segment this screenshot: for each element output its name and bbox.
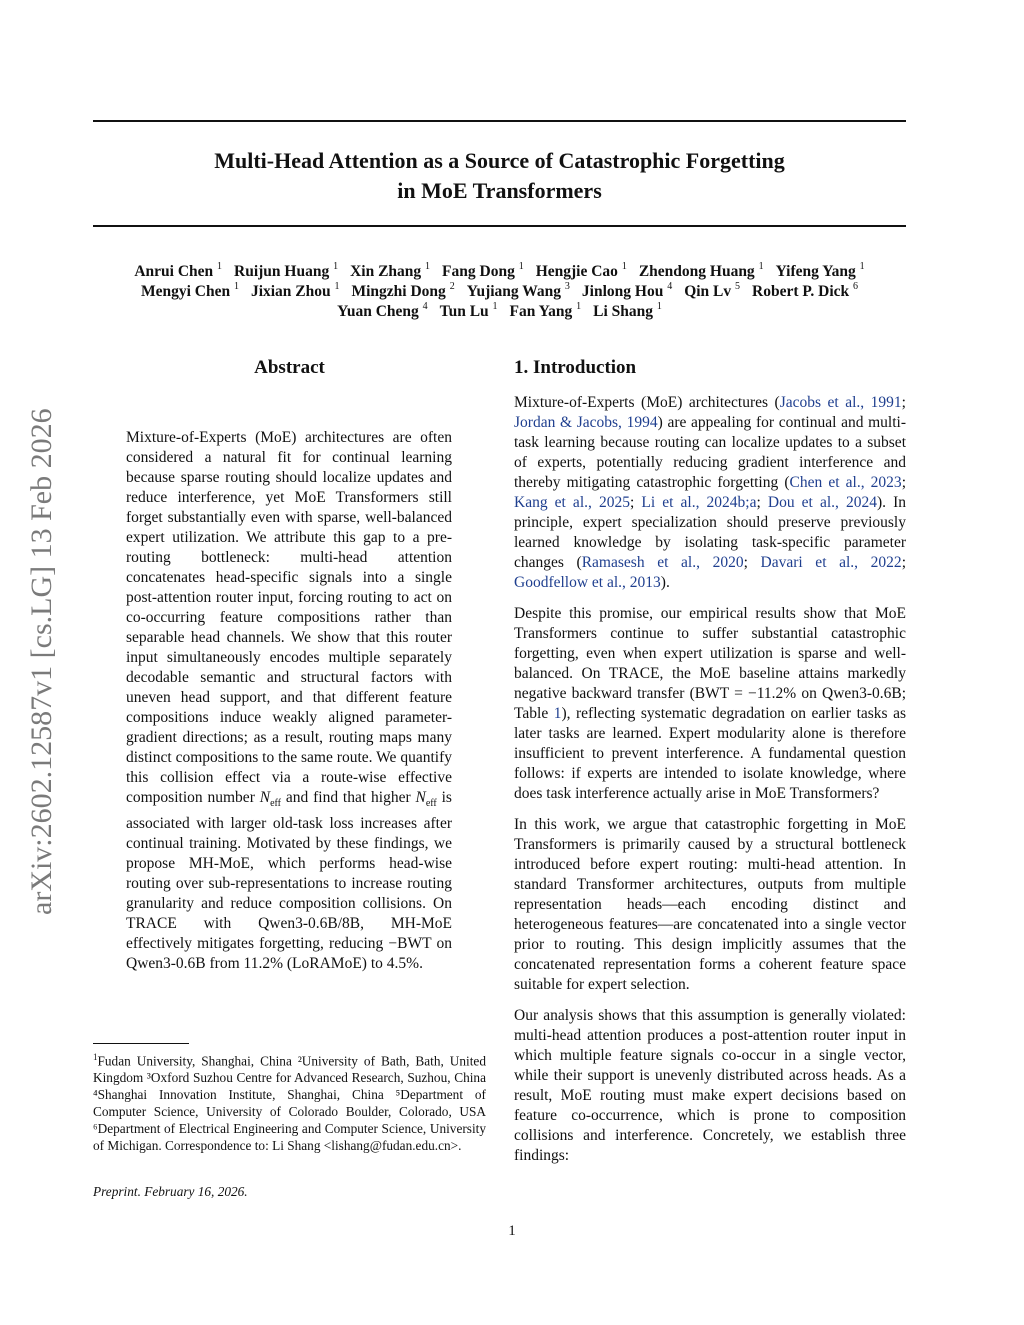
author-affiliation-marker: 1 <box>518 260 524 272</box>
affiliations-footnote: $^1$Fudan University, Shanghai, China ²University of Bath, Bath, United Kingdom ³Oxford Suzhou Centre for Advanced Research, Suzhou, China ⁴Shanghai Innovation Institute, Shanghai, China ⁵Department of Computer Science, University of Colorado Boulder, Colorado, USA ⁶Department of Electrical Engineering and Computer Science, University of Michigan. Correspondence to: Li Shang <lishang@fudan.edu.cn>. <box>93 1052 486 1154</box>
author-row-2 <box>93 282 906 302</box>
author-affiliation-marker: 3 <box>564 280 570 292</box>
abstract-value-old: 11.2% <box>243 955 283 973</box>
abstract-text-e: . <box>419 955 423 973</box>
author-name: Fang Dong $^1$ <box>442 260 524 280</box>
author-name: Anrui Chen $^1$ <box>134 260 223 280</box>
introduction-body <box>514 393 906 1177</box>
citation-link[interactable]: Li et al., 2024b;a <box>641 494 757 511</box>
author-affiliation-marker: 6 <box>853 280 859 292</box>
introduction-heading: 1. Introduction <box>514 357 637 378</box>
paper-title-line-1: Multi-Head Attention as a Source of Catastrophic Forgetting <box>214 148 785 173</box>
preprint-note: Preprint. February 16, 2026. <box>93 1184 248 1199</box>
abstract-text-d: (LoRAMoE) to <box>283 955 387 973</box>
author-name: Mingzhi Dong $^2$ <box>351 280 455 300</box>
author-affiliation-marker: 1 <box>859 260 865 272</box>
bwt-value: −11.2% <box>748 685 797 702</box>
author-name: Yujiang Wang $^3$ <box>466 280 570 300</box>
author-affiliation-marker: 1 <box>333 260 339 272</box>
citation-link[interactable]: Chen et al., 2023 <box>789 474 902 491</box>
citation-link[interactable]: Davari et al., 2022 <box>760 554 902 571</box>
author-affiliation-marker: 1 <box>334 280 340 292</box>
author-name: Fan Yang $^1$ <box>509 300 582 320</box>
author-affiliation-marker: 5 <box>735 280 741 292</box>
citation-link[interactable]: Kang et al., 2025 <box>514 494 630 511</box>
author-affiliation-marker: 4 <box>667 280 673 292</box>
page-number: 1 <box>508 1223 516 1239</box>
author-affiliation-marker: 1 <box>576 300 582 312</box>
author-name: Yuan Cheng $^4$ <box>337 300 428 320</box>
author-affiliation-marker: 1 <box>233 280 239 292</box>
title-bottom-rule <box>93 225 906 227</box>
intro-paragraph-4: Our analysis shows that this assumption is generally violated: multi-head attention produces a post-attention router input in which multiple feature signals co-occur in a single vector, while their support is unevenly distributed across heads. As a result, MoE routing must make expert decisions based on feature co-occurrence, which is prone to composition collisions and interference. Concretely, we establish three findings: <box>514 1007 906 1164</box>
paper-title-line-2: in MoE Transformers <box>397 178 602 203</box>
author-affiliation-marker: 1 <box>656 300 662 312</box>
author-affiliation-marker: 4 <box>422 300 428 312</box>
author-affiliation-marker: 2 <box>449 280 455 292</box>
intro-paragraph-1: Mixture-of-Experts (MoE) architectures (Jacobs et al., 1991; Jordan & Jacobs, 1994) are appealing for continual and multi-task learning because routing can localize updates to a subset of experts, potentially reducing gradient interference and thereby mitigating catastrophic forgetting (Chen et al., 2023; Kang et al., 2025; Li et al., 2024b;a; Dou et al., 2024). In principle, expert specialization should preserve previously learned knowledge by isolating task-specific parameter changes (Ramasesh et al., 2020; Davari et al., 2022; Goodfellow et al., 2013). <box>514 394 907 591</box>
author-name: Mengyi Chen $^1$ <box>140 280 239 300</box>
citation-link[interactable]: Ramasesh et al., 2020 <box>581 554 744 571</box>
citation-link[interactable]: Goodfellow et al., 2013 <box>514 574 661 591</box>
abstract-heading: Abstract <box>254 357 325 378</box>
intro-paragraph-2: Despite this promise, our empirical results show that MoE Transformers continue to suffer substantial catastrophic forgetting, even when expert utilization is sparse and well-balanced. On TRACE, the MoE baseline attains markedly negative backward transfer (BWT = −11.2% on Qwen3-0.6B; Table 1), reflecting systematic degradation on earlier tasks as later tasks are learned. Expert modularity alone is therefore insufficient to prevent interference. A fundamental question follows: if experts are intended to isolate knowledge, where does task interference actually arise in MoE Transformers? <box>514 605 907 802</box>
author-row-1 <box>93 262 906 282</box>
footnote-rule <box>93 1043 189 1044</box>
abstract-value-new: 4.5% <box>386 955 420 973</box>
abstract-text-c: is associated with larger old-task loss increases after continual training. Motivated by these findings, we propose MH-MoE, which performs head-wise routing over sub-representations to increase routing granularity and reduce composition collisions. On TRACE with Qwen3-0.6B/8B, MH-MoE effectively mitigates forgetting, reducing −BWT on Qwen3-0.6B from <box>126 789 452 973</box>
author-name: Li Shang $^1$ <box>593 300 662 320</box>
arxiv-identifier-stamp[interactable]: arXiv:2602.12587v1 [cs.LG] 13 Feb 2026 <box>25 408 58 916</box>
author-name: Qin Lv $^5$ <box>684 280 741 300</box>
author-name: Zhendong Huang $^1$ <box>638 260 764 280</box>
author-name: Tun Lu $^1$ <box>439 300 498 320</box>
author-name: Jinlong Hou $^4$ <box>581 280 673 300</box>
author-name: Jixian Zhou $^1$ <box>250 280 340 300</box>
neff-symbol-2: $N_{eff}$ <box>415 789 437 810</box>
author-name: Hengjie Cao $^1$ <box>535 260 627 280</box>
author-name: Robert P. Dick $^6$ <box>752 280 859 300</box>
citation-link[interactable]: Jordan & Jacobs, 1994 <box>514 414 658 431</box>
citation-link[interactable]: Dou et al., 2024 <box>767 494 877 511</box>
abstract-body <box>126 428 452 974</box>
author-name: Xin Zhang $^1$ <box>350 260 431 280</box>
author-affiliation-marker: 1 <box>217 260 223 272</box>
author-name: Yifeng Yang $^1$ <box>775 260 865 280</box>
author-affiliation-marker: 1 <box>758 260 764 272</box>
neff-symbol: $N_{eff}$ <box>259 789 281 810</box>
author-affiliation-marker: 1 <box>492 300 498 312</box>
author-affiliation-marker: 1 <box>621 260 627 272</box>
title-top-rule <box>93 120 906 122</box>
citation-link[interactable]: Jacobs et al., 1991 <box>779 394 902 411</box>
abstract-text-a: Mixture-of-Experts (MoE) architectures are often considered a natural fit for continual learning because sparse routing should localize updates and reduce interference, yet MoE Transformers still forget substantially even with sparse, well-balanced expert utilization. We attribute this gap to a pre-routing bottleneck: multi-head attention concatenates head-specific signals into a single post-attention router input, forcing routing to act on co-occurring feature compositions rather than separable head channels. We show that this router input simultaneously encodes multiple separately decodable semantic and structural factors with uneven head support, and that different feature compositions induce weakly aligned parameter-gradient directions; as a result, routing maps many distinct compositions to the same route. We quantify this collision effect via a route-wise effective composition number <box>126 429 452 806</box>
table-reference-link[interactable]: 1 <box>553 705 562 722</box>
abstract-text-b: and find that higher <box>280 789 416 806</box>
author-name: Ruijun Huang $^1$ <box>234 260 339 280</box>
author-affiliation-marker: 1 <box>425 260 431 272</box>
author-row-3 <box>93 302 906 322</box>
intro-paragraph-3: In this work, we argue that catastrophic forgetting in MoE Transformers is primarily caused by a structural bottleneck introduced before expert routing: multi-head attention. In standard Transformer architectures, outputs from multiple representation heads—each encoding distinct and heterogeneous features—are concatenated into a single vector prior to routing. This design implicitly assumes that the concatenated representation forms a coherent feature space suitable for expert selection. <box>514 816 906 993</box>
